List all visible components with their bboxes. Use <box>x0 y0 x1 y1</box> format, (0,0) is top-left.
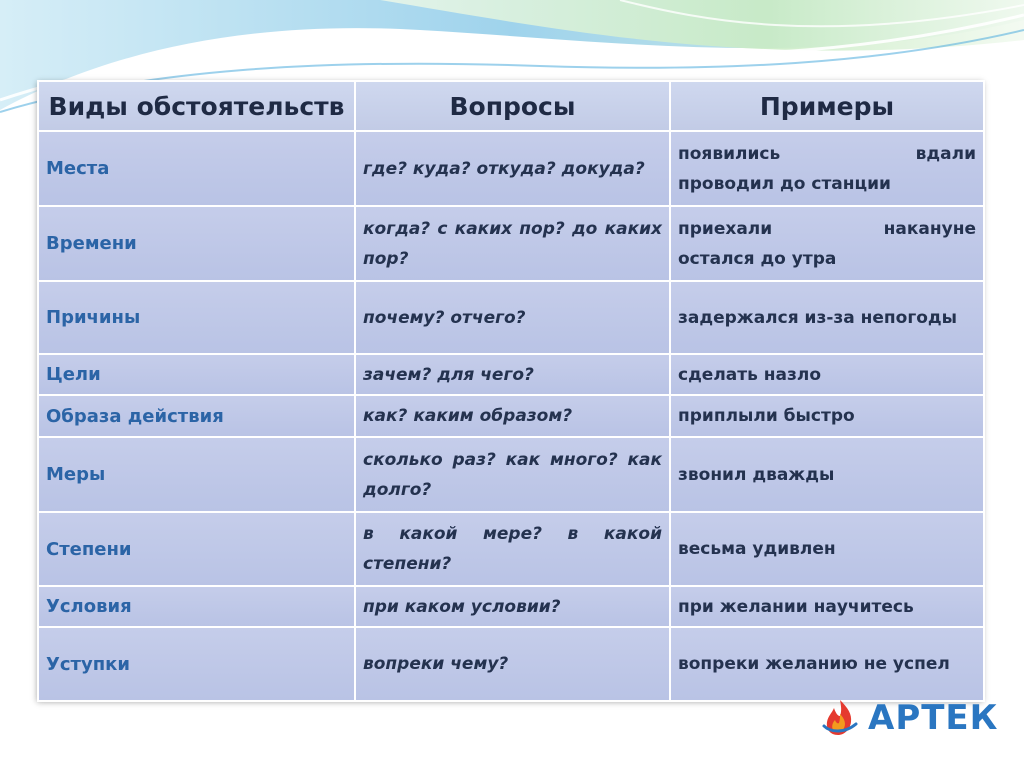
example-line: вопреки желанию не успел <box>678 654 950 674</box>
row-type: Места <box>38 131 355 206</box>
header-examples: Примеры <box>670 81 984 131</box>
row-examples <box>670 131 984 206</box>
row-type: Цели <box>38 354 355 395</box>
row-question: в какой мере? в какой степени? <box>355 512 670 586</box>
row-question: как? каким образом? <box>355 395 670 437</box>
logo-text: АРТЕК <box>868 698 999 738</box>
row-question: где? куда? откуда? докуда? <box>355 131 670 206</box>
row-type: Уступки <box>38 627 355 701</box>
table-row <box>38 395 984 437</box>
row-question: зачем? для чего? <box>355 354 670 395</box>
table-row <box>38 281 984 354</box>
row-examples <box>670 627 984 701</box>
row-type: Меры <box>38 437 355 512</box>
example-line: звонил дважды <box>678 464 835 485</box>
row-examples <box>670 206 984 281</box>
row-type: Степени <box>38 512 355 586</box>
example-line: появились вдали <box>678 143 976 164</box>
example-line: остался до утра <box>678 248 837 269</box>
row-type: Причины <box>38 281 355 354</box>
example-line: при желании научитесь <box>678 596 914 617</box>
row-question: вопреки чему? <box>355 627 670 701</box>
table-header-row <box>38 81 984 131</box>
example-line: сделать назло <box>678 364 822 385</box>
table-row <box>38 206 984 281</box>
table-row <box>38 354 984 395</box>
example-line: приплыли быстро <box>678 406 855 426</box>
circumstances-table-card <box>37 80 983 700</box>
row-type: Образа действия <box>38 395 355 437</box>
circumstances-table <box>37 80 985 702</box>
table-row <box>38 512 984 586</box>
table-row <box>38 627 984 701</box>
row-question: при каком условии? <box>355 586 670 627</box>
example-line: весьма удивлен <box>678 539 836 559</box>
row-question: почему? отчего? <box>355 281 670 354</box>
flame-icon <box>818 696 862 740</box>
header-questions: Вопросы <box>355 81 670 131</box>
row-examples <box>670 437 984 512</box>
row-examples <box>670 512 984 586</box>
table-row <box>38 586 984 627</box>
row-examples <box>670 354 984 395</box>
header-types: Виды обстоятельств <box>38 81 355 131</box>
example-line: приехали накануне <box>678 218 976 239</box>
table-row <box>38 131 984 206</box>
row-question: когда? с каких пор? до каких пор? <box>355 206 670 281</box>
row-type: Времени <box>38 206 355 281</box>
row-examples <box>670 395 984 437</box>
row-question: сколько раз? как много? как долго? <box>355 437 670 512</box>
row-examples <box>670 281 984 354</box>
table-row <box>38 437 984 512</box>
row-type: Условия <box>38 586 355 627</box>
artek-logo <box>818 696 1008 740</box>
example-line: проводил до станции <box>678 173 891 194</box>
example-line: задержался из-за непогоды <box>678 307 958 328</box>
row-examples <box>670 586 984 627</box>
